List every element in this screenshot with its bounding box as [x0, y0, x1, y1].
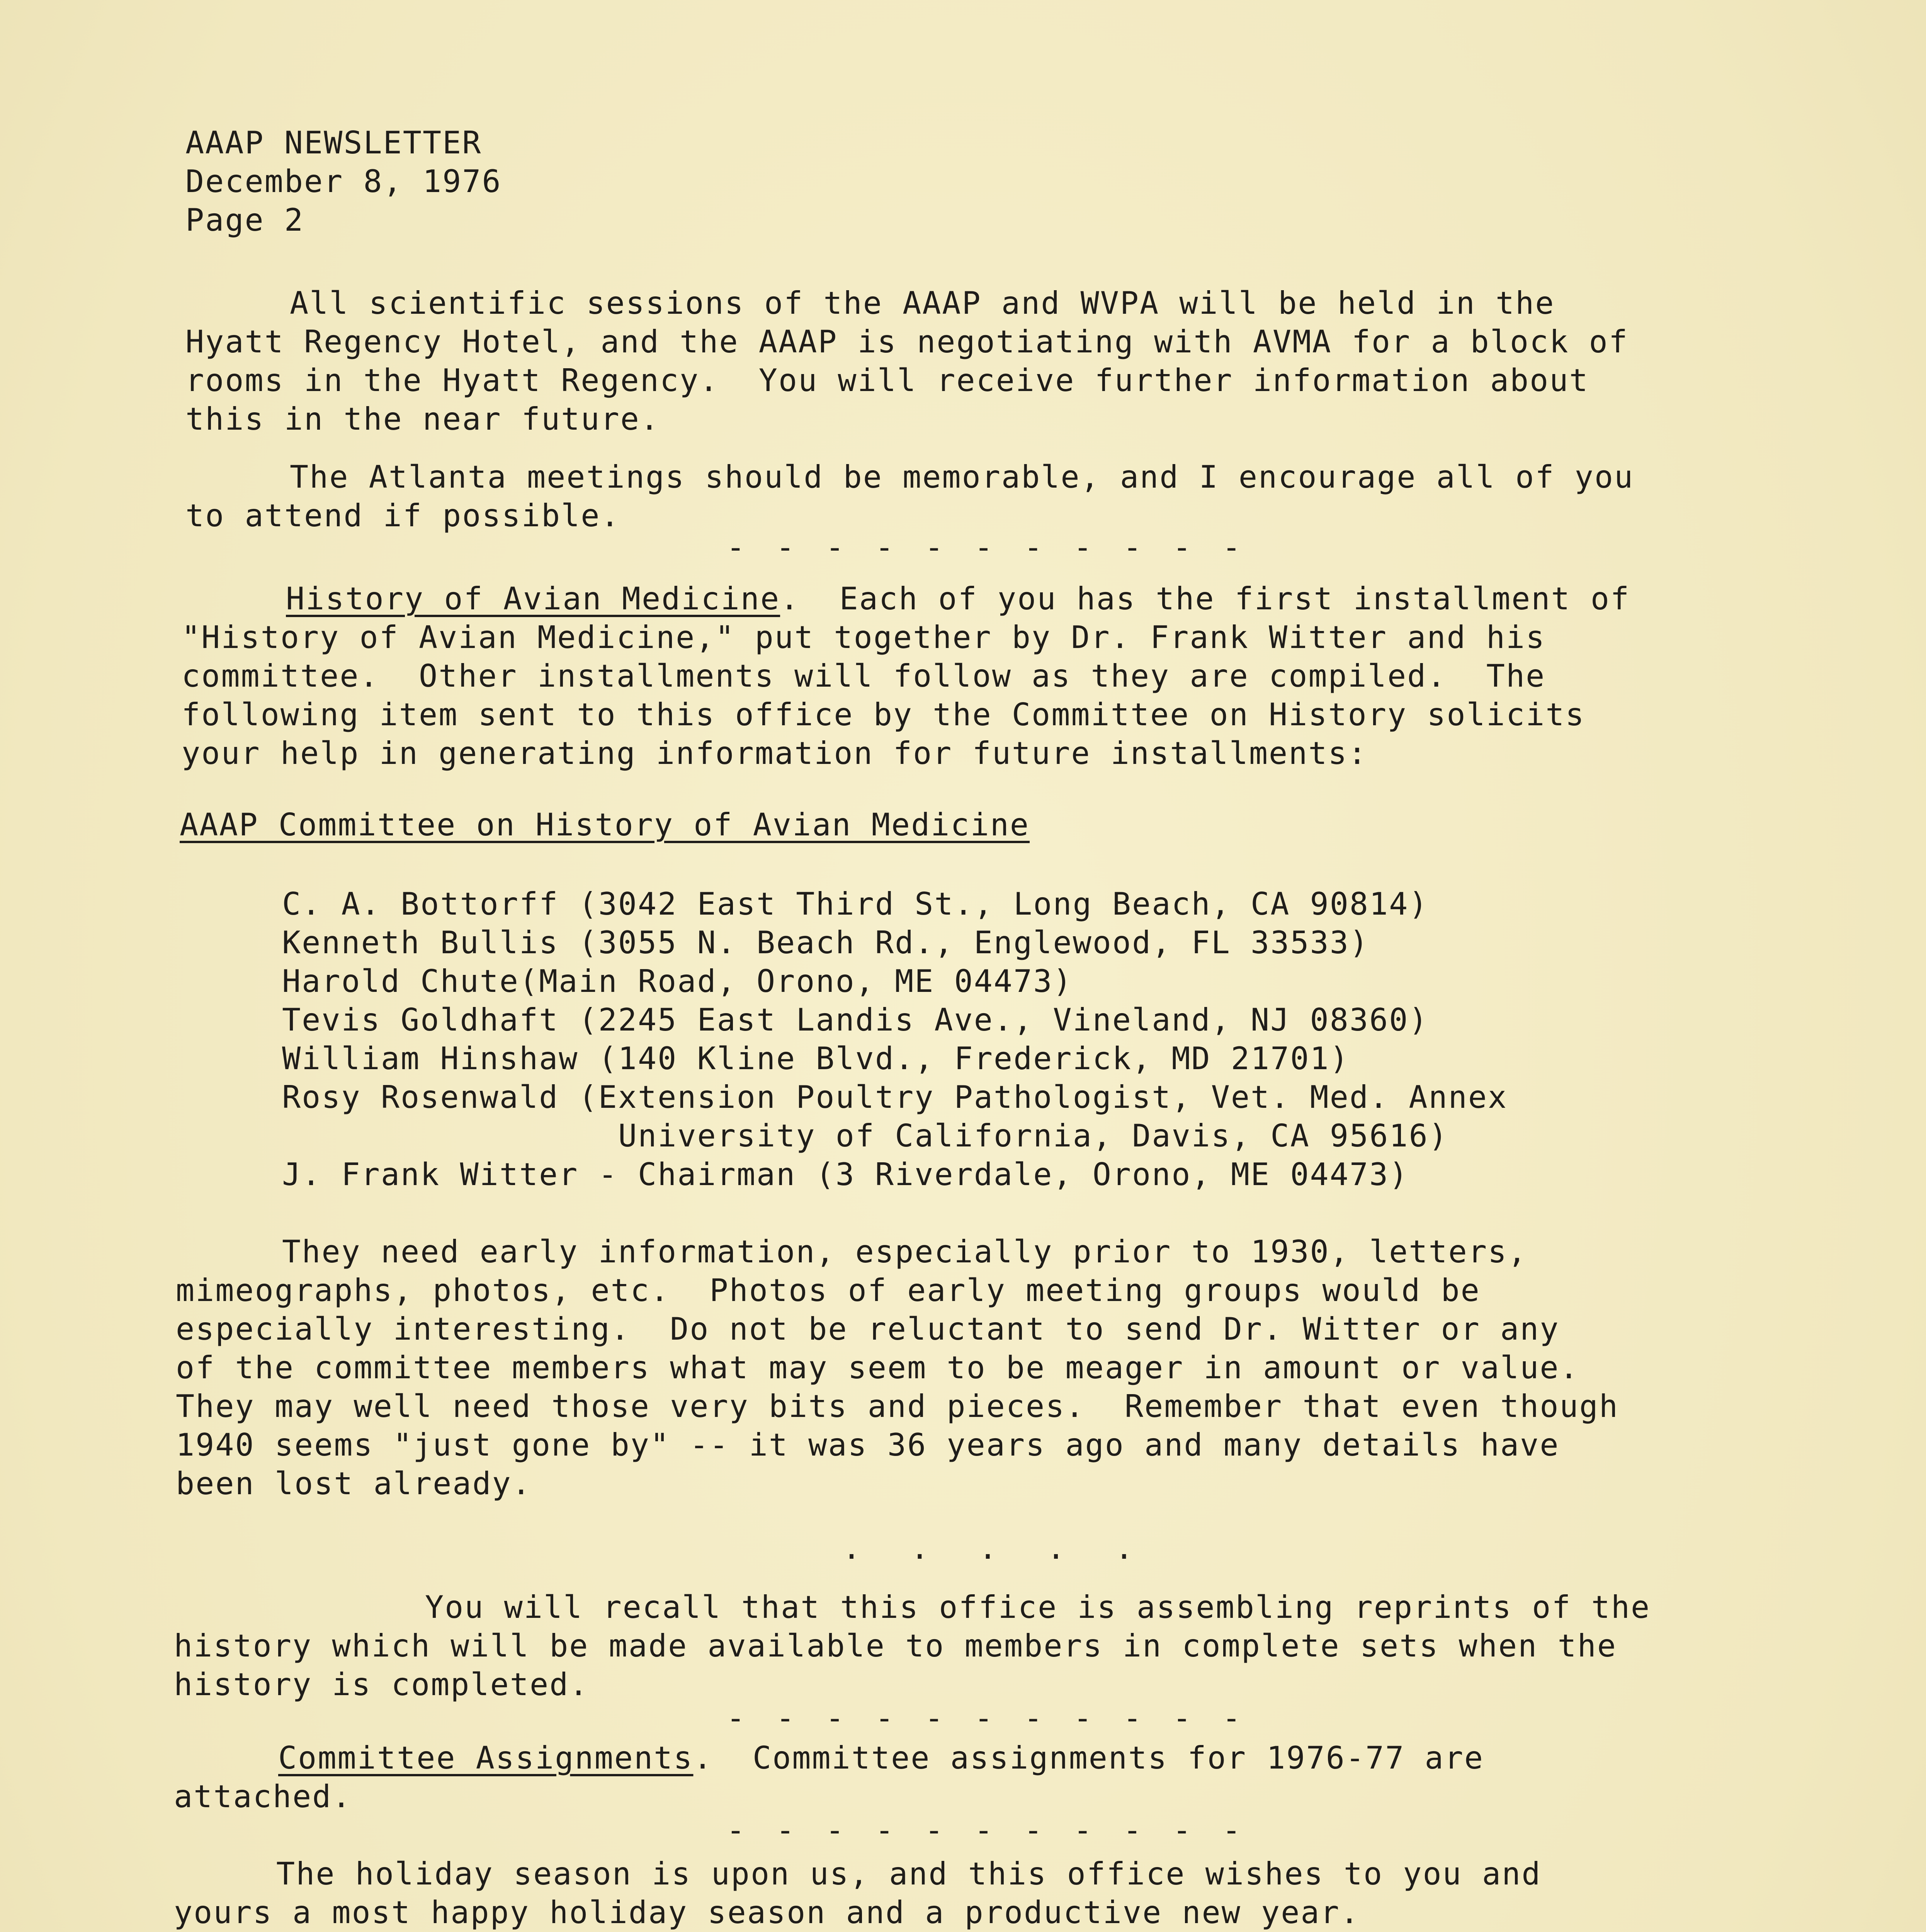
committee-member: William Hinshaw (140 Kline Blvd., Frederick, MD 21701) — [282, 1041, 1350, 1077]
paragraph-line: "History of Avian Medicine," put together by Dr. Frank Witter and his — [182, 619, 1546, 655]
history-heading: History of Avian Medicine — [286, 581, 780, 617]
paragraph-line: history is completed. — [174, 1667, 589, 1702]
paragraph-line: to attend if possible. — [185, 498, 620, 534]
paragraph-line: All scientific sessions of the AAAP and WVPA will be held in the — [290, 285, 1555, 321]
paragraph-line: history which will be made available to members in complete sets when the — [174, 1628, 1617, 1664]
paragraph-line: The Atlanta meetings should be memorable, and I encourage all of you — [290, 459, 1634, 495]
committee-member-continuation: University of California, Davis, CA 95616) — [618, 1118, 1448, 1154]
paragraph-line: this in the near future. — [185, 401, 660, 437]
dot-separator: . . . . . — [842, 1530, 1149, 1566]
paragraph-line: Hyatt Regency Hotel, and the AAAP is negotiating with AVMA for a block of — [185, 324, 1629, 360]
section-separator: - - - - - - - - - - - — [726, 529, 1247, 565]
paragraph-line: yours a most happy holiday season and a productive new year. — [174, 1895, 1360, 1930]
paragraph-line: attached. — [174, 1779, 352, 1815]
assignments-line1-rest: . Committee assignments for 1976-77 are — [693, 1740, 1484, 1776]
paragraph-line — [278, 1739, 1484, 1777]
paragraph-line: 1940 seems "just gone by" -- it was 36 years ago and many details have — [176, 1427, 1560, 1463]
paragraph-line: You will recall that this office is assembling reprints of the — [425, 1589, 1651, 1625]
paragraph-line: been lost already. — [176, 1466, 532, 1502]
section-separator: - - - - - - - - - - - — [726, 1700, 1247, 1736]
committee-member: Rosy Rosenwald (Extension Poultry Pathologist, Vet. Med. Annex — [282, 1079, 1508, 1115]
paragraph-line — [286, 580, 1630, 618]
committee-member: Kenneth Bullis (3055 N. Beach Rd., Englewood, FL 33533) — [282, 925, 1370, 961]
paragraph-line: The holiday season is upon us, and this office wishes to you and — [276, 1856, 1542, 1892]
history-line1-rest: . Each of you has the first installment of — [780, 581, 1630, 617]
paragraph-line: rooms in the Hyatt Regency. You will receive further information about — [185, 362, 1589, 398]
paragraph-line: They may well need those very bits and pieces. Remember that even though — [176, 1388, 1619, 1424]
header-title: AAAP NEWSLETTER — [185, 125, 482, 161]
paragraph-line: mimeographs, photos, etc. Photos of early meeting groups would be — [176, 1272, 1481, 1308]
committee-member: C. A. Bottorff (3042 East Third St., Long Beach, CA 90814) — [282, 886, 1429, 922]
header-date: December 8, 1976 — [185, 163, 502, 199]
committee-member: Harold Chute(Main Road, Orono, ME 04473) — [282, 963, 1073, 999]
paragraph-line: They need early information, especially prior to 1930, letters, — [282, 1234, 1528, 1270]
assignments-heading: Committee Assignments — [278, 1740, 694, 1776]
header-page: Page 2 — [185, 202, 304, 238]
paragraph-line: committee. Other installments will follow as they are compiled. The — [182, 658, 1546, 694]
paragraph-line: following item sent to this office by the Committee on History solicits — [182, 697, 1585, 733]
committee-member: Tevis Goldhaft (2245 East Landis Ave., Vineland, NJ 08360) — [282, 1002, 1429, 1038]
section-separator: - - - - - - - - - - - — [726, 1812, 1247, 1848]
committee-heading: AAAP Committee on History of Avian Medicine — [180, 807, 1030, 843]
paragraph-line: especially interesting. Do not be reluctant to send Dr. Witter or any — [176, 1311, 1560, 1347]
paragraph-line: of the committee members what may seem to be meager in amount or value. — [176, 1350, 1579, 1386]
committee-member: J. Frank Witter - Chairman (3 Riverdale, Orono, ME 04473) — [282, 1156, 1409, 1192]
paragraph-line: your help in generating information for future installments: — [182, 735, 1368, 771]
